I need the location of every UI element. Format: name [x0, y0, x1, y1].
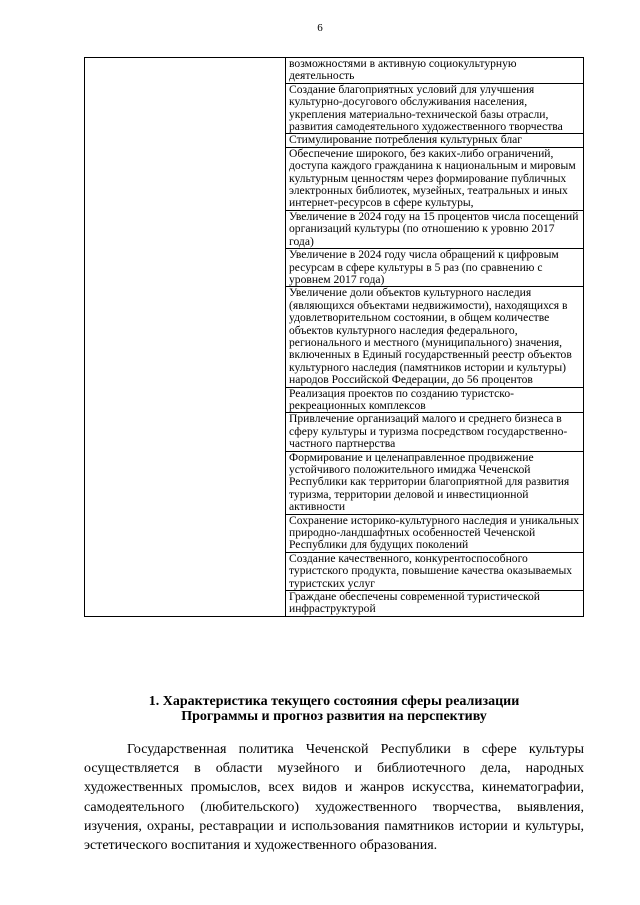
table-cell: Реализация проектов по созданию туристско-рекреационных комплексов: [286, 387, 584, 413]
section-heading-line1: 1. Характеристика текущего состояния сферы реализации: [148, 694, 520, 709]
table-row: [85, 58, 584, 84]
section-heading-line2: Программы и прогноз развития на перспективу: [181, 709, 487, 724]
table-cell: возможностями в активную социокультурную деятельность: [286, 58, 584, 84]
table-cell: Увеличение в 2024 году на 15 процентов числа посещений организаций культуры (по отношению к уровню 2017 года): [286, 210, 584, 248]
table-left-cell: [85, 58, 286, 617]
table-cell: Граждане обеспечены современной туристической инфраструктурой: [286, 591, 584, 617]
table-cell: Стимулирование потребления культурных благ: [286, 134, 584, 147]
goals-table: [84, 57, 584, 617]
table-cell: Увеличение доли объектов культурного наследия (являющихся объектами недвижимости), находящихся в удовлетворительном состоянии, в общем количестве объектов культурного наследия федерального, регионального и местного (муниципального) значения, включенных в Единый государственный реестр объектов культурного наследия (памятников истории и культуры) народов Российской Федерации, до 56 процентов: [286, 287, 584, 387]
table-cell: Сохранение историко-культурного наследия и уникальных природно-ландшафтных особенностей Чеченской Республики для будущих поколений: [286, 514, 584, 552]
table-cell: Привлечение организаций малого и среднего бизнеса в сферу культуры и туризма посредством государственно-частного партнерства: [286, 413, 584, 451]
section-heading: [84, 694, 584, 724]
table-cell: Формирование и целенаправленное продвижение устойчивого положительного имиджа Чеченской Республики как территории благоприятной для развития туризма, территории деловой и инвестиционной активности: [286, 451, 584, 514]
body-paragraph: Государственная политика Чеченской Республики в сфере культуры осуществляется в области музейного и библиотечного дела, народных художественных промыслов, всех видов и жанров искусства, кинематографии, самодеятельного (любительского) художественного творчества, выявления, изучения, охраны, реставрации и использования памятников истории и культуры, эстетического воспитания и художественного образования.: [84, 742, 584, 854]
page-number: 6: [317, 22, 323, 34]
table-cell: Обеспечение широкого, без каких-либо ограничений, доступа каждого гражданина к национальным и мировым культурным ценностям через формирование публичных электронных библиотек, музейных, театральных и иных интернет-ресурсов в сфере культуры,: [286, 147, 584, 210]
table-cell: Увеличение в 2024 году числа обращений к цифровым ресурсам в сфере культуры в 5 раз (по сравнению с уровнем 2017 года): [286, 249, 584, 287]
table-cell: Создание качественного, конкурентоспособного туристского продукта, повышение качества оказываемых туристских услуг: [286, 552, 584, 590]
table-cell: Создание благоприятных условий для улучшения культурно-досугового обслуживания населения, укрепления материально-технической базы отрасли, развития самодеятельного художественного творчества: [286, 83, 584, 134]
